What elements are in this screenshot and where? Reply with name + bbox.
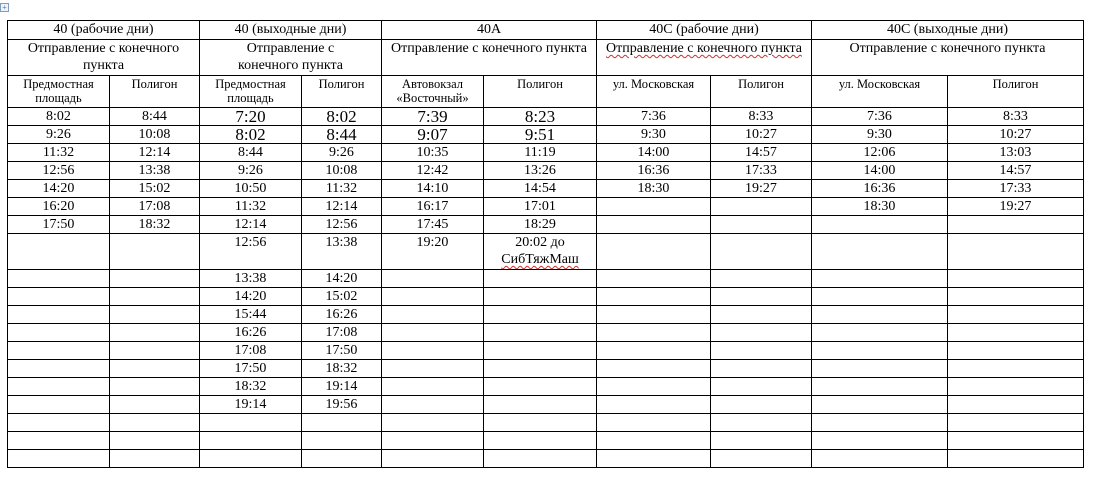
time-cell: 12:14 xyxy=(200,216,302,234)
time-cell: 14:10 xyxy=(382,180,484,198)
time-cell xyxy=(302,414,382,432)
time-cell: 17:50 xyxy=(302,342,382,360)
schedule-row xyxy=(8,432,1084,450)
time-cell xyxy=(8,378,110,396)
time-cell xyxy=(484,360,597,378)
time-cell xyxy=(8,270,110,288)
time-cell: 12:14 xyxy=(110,144,200,162)
time-cell: 17:08 xyxy=(302,324,382,342)
time-cell: 9:26 xyxy=(8,126,110,144)
time-cell xyxy=(484,378,597,396)
time-cell: 11:32 xyxy=(8,144,110,162)
time-cell xyxy=(8,342,110,360)
time-cell: 12:14 xyxy=(302,198,382,216)
departure-header-row xyxy=(8,40,1084,76)
route-title-40a: 40А xyxy=(382,21,597,40)
schedule-row xyxy=(8,162,1084,180)
time-cell xyxy=(597,414,711,432)
time-cell: 14:54 xyxy=(484,180,597,198)
time-cell: 14:00 xyxy=(597,144,711,162)
time-cell xyxy=(711,360,812,378)
time-cell xyxy=(200,432,302,450)
time-cell xyxy=(597,432,711,450)
departure-label: Отправление с конечного пункта xyxy=(200,40,382,76)
time-cell xyxy=(812,306,948,324)
spellcheck-text: Отправление с конечного пункта xyxy=(606,41,802,56)
time-cell: 17:50 xyxy=(8,216,110,234)
route-title-40c-weekends: 40С (выходные дни) xyxy=(812,21,1084,40)
time-cell: 14:20 xyxy=(8,180,110,198)
time-cell xyxy=(711,324,812,342)
schedule-row xyxy=(8,198,1084,216)
time-cell: 9:07 xyxy=(382,126,484,144)
time-cell xyxy=(484,306,597,324)
time-cell: 16:26 xyxy=(200,324,302,342)
time-cell: 8:44 xyxy=(110,108,200,126)
departure-label: Отправление с конечного пункта xyxy=(382,40,597,76)
time-cell xyxy=(382,306,484,324)
time-cell xyxy=(711,216,812,234)
time-cell xyxy=(200,414,302,432)
time-cell: 13:03 xyxy=(948,144,1084,162)
route-header-row xyxy=(8,21,1084,40)
time-cell xyxy=(8,234,110,270)
time-cell: 16:26 xyxy=(302,306,382,324)
time-cell xyxy=(110,342,200,360)
time-cell: 17:33 xyxy=(948,180,1084,198)
time-cell: 13:38 xyxy=(302,234,382,270)
time-cell xyxy=(711,270,812,288)
time-cell xyxy=(597,360,711,378)
route-title-40-weekends: 40 (выходные дни) xyxy=(200,21,382,40)
stop-label: Полигон xyxy=(948,76,1084,108)
time-cell xyxy=(948,288,1084,306)
time-cell xyxy=(382,342,484,360)
time-cell xyxy=(597,324,711,342)
time-cell xyxy=(711,198,812,216)
time-cell: 18:30 xyxy=(812,198,948,216)
time-cell: 9:26 xyxy=(302,144,382,162)
time-cell: 15:02 xyxy=(110,180,200,198)
time-cell: 19:56 xyxy=(302,396,382,414)
time-cell xyxy=(597,234,711,270)
time-cell: 9:30 xyxy=(812,126,948,144)
time-cell xyxy=(711,378,812,396)
time-cell: 14:57 xyxy=(711,144,812,162)
schedule-row xyxy=(8,126,1084,144)
time-cell: 17:50 xyxy=(200,360,302,378)
time-cell: 14:00 xyxy=(812,162,948,180)
time-cell xyxy=(948,378,1084,396)
time-cell xyxy=(812,270,948,288)
time-cell xyxy=(711,288,812,306)
time-cell: 19:14 xyxy=(200,396,302,414)
time-cell: 8:02 xyxy=(8,108,110,126)
stop-label: Полигон xyxy=(711,76,812,108)
time-cell xyxy=(110,414,200,432)
time-cell xyxy=(812,360,948,378)
time-cell xyxy=(110,270,200,288)
time-cell xyxy=(484,324,597,342)
stop-label: Полигон xyxy=(110,76,200,108)
stops-header-row xyxy=(8,76,1084,108)
time-cell-note: 20:02 до СибТяжМаш xyxy=(501,235,579,267)
time-cell xyxy=(8,396,110,414)
departure-label: Отправление с конечного пункта xyxy=(812,40,1084,76)
time-cell xyxy=(484,450,597,468)
time-cell xyxy=(812,324,948,342)
time-cell xyxy=(8,432,110,450)
time-cell: 17:01 xyxy=(484,198,597,216)
time-cell: 17:08 xyxy=(200,342,302,360)
time-cell xyxy=(110,324,200,342)
stop-label: ул. Московская xyxy=(812,76,948,108)
time-cell xyxy=(8,360,110,378)
time-cell xyxy=(382,270,484,288)
time-cell xyxy=(382,378,484,396)
time-cell xyxy=(382,414,484,432)
time-cell: 13:38 xyxy=(110,162,200,180)
time-cell xyxy=(948,306,1084,324)
time-cell xyxy=(484,288,597,306)
table-move-handle-icon[interactable]: + xyxy=(0,3,9,12)
time-cell xyxy=(812,450,948,468)
time-cell xyxy=(8,450,110,468)
time-cell: 15:44 xyxy=(200,306,302,324)
time-cell: 14:20 xyxy=(302,270,382,288)
time-cell xyxy=(8,288,110,306)
time-cell xyxy=(597,306,711,324)
time-cell xyxy=(812,396,948,414)
stop-label: Полигон xyxy=(484,76,597,108)
schedule-row xyxy=(8,306,1084,324)
time-cell: 11:19 xyxy=(484,144,597,162)
time-cell: 10:27 xyxy=(711,126,812,144)
time-cell xyxy=(484,414,597,432)
schedule-row xyxy=(8,270,1084,288)
time-cell: 18:32 xyxy=(110,216,200,234)
time-cell: 16:17 xyxy=(382,198,484,216)
schedule-row xyxy=(8,216,1084,234)
time-cell xyxy=(948,414,1084,432)
time-cell: 16:36 xyxy=(812,180,948,198)
schedule-row xyxy=(8,450,1084,468)
schedule-row xyxy=(8,144,1084,162)
time-cell xyxy=(110,234,200,270)
stop-label: Предмостная площадь xyxy=(200,76,302,108)
time-cell: 11:32 xyxy=(200,198,302,216)
time-cell xyxy=(812,342,948,360)
time-cell xyxy=(484,396,597,414)
schedule-row xyxy=(8,396,1084,414)
time-cell xyxy=(484,234,597,270)
time-cell xyxy=(948,360,1084,378)
time-cell xyxy=(948,234,1084,270)
time-cell: 8:44 xyxy=(200,144,302,162)
time-cell xyxy=(8,324,110,342)
time-cell: 12:56 xyxy=(200,234,302,270)
time-cell xyxy=(110,450,200,468)
time-cell xyxy=(200,450,302,468)
time-cell: 17:45 xyxy=(382,216,484,234)
time-cell xyxy=(110,306,200,324)
time-cell xyxy=(597,342,711,360)
time-cell: 8:33 xyxy=(711,108,812,126)
time-cell: 10:50 xyxy=(200,180,302,198)
time-cell xyxy=(711,342,812,360)
time-cell xyxy=(597,198,711,216)
time-cell: 8:44 xyxy=(302,126,382,144)
time-cell xyxy=(8,414,110,432)
time-cell: 19:27 xyxy=(948,198,1084,216)
time-cell xyxy=(948,432,1084,450)
stop-label: Предмостная площадь xyxy=(8,76,110,108)
time-cell xyxy=(484,270,597,288)
time-cell: 7:36 xyxy=(812,108,948,126)
time-cell: 12:06 xyxy=(812,144,948,162)
time-cell: 16:36 xyxy=(597,162,711,180)
time-cell xyxy=(382,450,484,468)
time-cell xyxy=(302,450,382,468)
time-cell xyxy=(711,450,812,468)
departure-label xyxy=(597,40,812,76)
time-cell: 19:20 xyxy=(382,234,484,270)
time-cell: 19:27 xyxy=(711,180,812,198)
time-cell xyxy=(812,288,948,306)
time-cell xyxy=(382,324,484,342)
bus-schedule-table xyxy=(7,20,1084,468)
time-cell: 15:02 xyxy=(302,288,382,306)
schedule-row xyxy=(8,234,1084,270)
time-cell xyxy=(110,378,200,396)
time-cell: 8:02 xyxy=(302,108,382,126)
time-cell: 11:32 xyxy=(302,180,382,198)
stop-label: Автовокзал «Восточный» xyxy=(382,76,484,108)
time-cell: 19:14 xyxy=(302,378,382,396)
time-cell: 10:08 xyxy=(302,162,382,180)
time-cell: 18:29 xyxy=(484,216,597,234)
schedule-row xyxy=(8,414,1084,432)
stop-label: ул. Московская xyxy=(597,76,711,108)
spellcheck-text: СибТяжМаш xyxy=(501,252,579,267)
time-cell: 7:39 xyxy=(382,108,484,126)
time-cell xyxy=(948,270,1084,288)
time-cell xyxy=(711,396,812,414)
route-title-40-weekdays: 40 (рабочие дни) xyxy=(8,21,200,40)
time-cell xyxy=(597,378,711,396)
schedule-row xyxy=(8,342,1084,360)
time-cell xyxy=(110,360,200,378)
time-cell xyxy=(8,306,110,324)
time-cell xyxy=(597,288,711,306)
schedule-row xyxy=(8,180,1084,198)
time-cell xyxy=(812,414,948,432)
time-cell xyxy=(948,396,1084,414)
time-cell: 7:20 xyxy=(200,108,302,126)
time-cell xyxy=(382,432,484,450)
time-cell xyxy=(711,414,812,432)
time-cell xyxy=(382,396,484,414)
time-cell xyxy=(948,450,1084,468)
time-cell: 9:51 xyxy=(484,126,597,144)
stop-label: Полигон xyxy=(302,76,382,108)
time-cell: 17:08 xyxy=(110,198,200,216)
route-title-40c-weekdays: 40С (рабочие дни) xyxy=(597,21,812,40)
time-cell xyxy=(812,234,948,270)
time-cell xyxy=(382,288,484,306)
time-cell xyxy=(110,432,200,450)
time-cell: 9:26 xyxy=(200,162,302,180)
departure-label: Отправление с конечного пункта xyxy=(8,40,200,76)
schedule-row xyxy=(8,378,1084,396)
time-cell xyxy=(110,396,200,414)
time-cell: 17:33 xyxy=(711,162,812,180)
time-cell xyxy=(302,432,382,450)
time-cell xyxy=(597,396,711,414)
time-cell: 8:23 xyxy=(484,108,597,126)
time-cell: 12:42 xyxy=(382,162,484,180)
time-cell xyxy=(812,432,948,450)
time-cell xyxy=(711,306,812,324)
time-cell xyxy=(382,360,484,378)
time-cell: 14:20 xyxy=(200,288,302,306)
time-cell: 16:20 xyxy=(8,198,110,216)
time-cell xyxy=(484,342,597,360)
time-cell xyxy=(948,216,1084,234)
time-cell: 10:08 xyxy=(110,126,200,144)
time-cell xyxy=(597,216,711,234)
time-cell xyxy=(484,432,597,450)
time-cell xyxy=(597,270,711,288)
time-cell: 9:30 xyxy=(597,126,711,144)
time-cell: 18:32 xyxy=(200,378,302,396)
time-cell xyxy=(812,216,948,234)
schedule-row xyxy=(8,360,1084,378)
time-cell: 8:02 xyxy=(200,126,302,144)
schedule-row xyxy=(8,324,1084,342)
time-cell: 8:33 xyxy=(948,108,1084,126)
time-cell: 13:26 xyxy=(484,162,597,180)
time-cell: 14:57 xyxy=(948,162,1084,180)
time-cell: 12:56 xyxy=(302,216,382,234)
time-cell xyxy=(597,450,711,468)
time-cell xyxy=(711,234,812,270)
time-cell xyxy=(948,324,1084,342)
schedule-row xyxy=(8,288,1084,306)
time-cell: 7:36 xyxy=(597,108,711,126)
time-cell: 18:32 xyxy=(302,360,382,378)
time-cell xyxy=(110,288,200,306)
time-cell: 10:27 xyxy=(948,126,1084,144)
time-cell xyxy=(812,378,948,396)
time-cell xyxy=(711,432,812,450)
time-cell: 12:56 xyxy=(8,162,110,180)
time-cell: 13:38 xyxy=(200,270,302,288)
time-cell: 18:30 xyxy=(597,180,711,198)
time-cell xyxy=(948,342,1084,360)
schedule-row xyxy=(8,108,1084,126)
time-cell: 10:35 xyxy=(382,144,484,162)
